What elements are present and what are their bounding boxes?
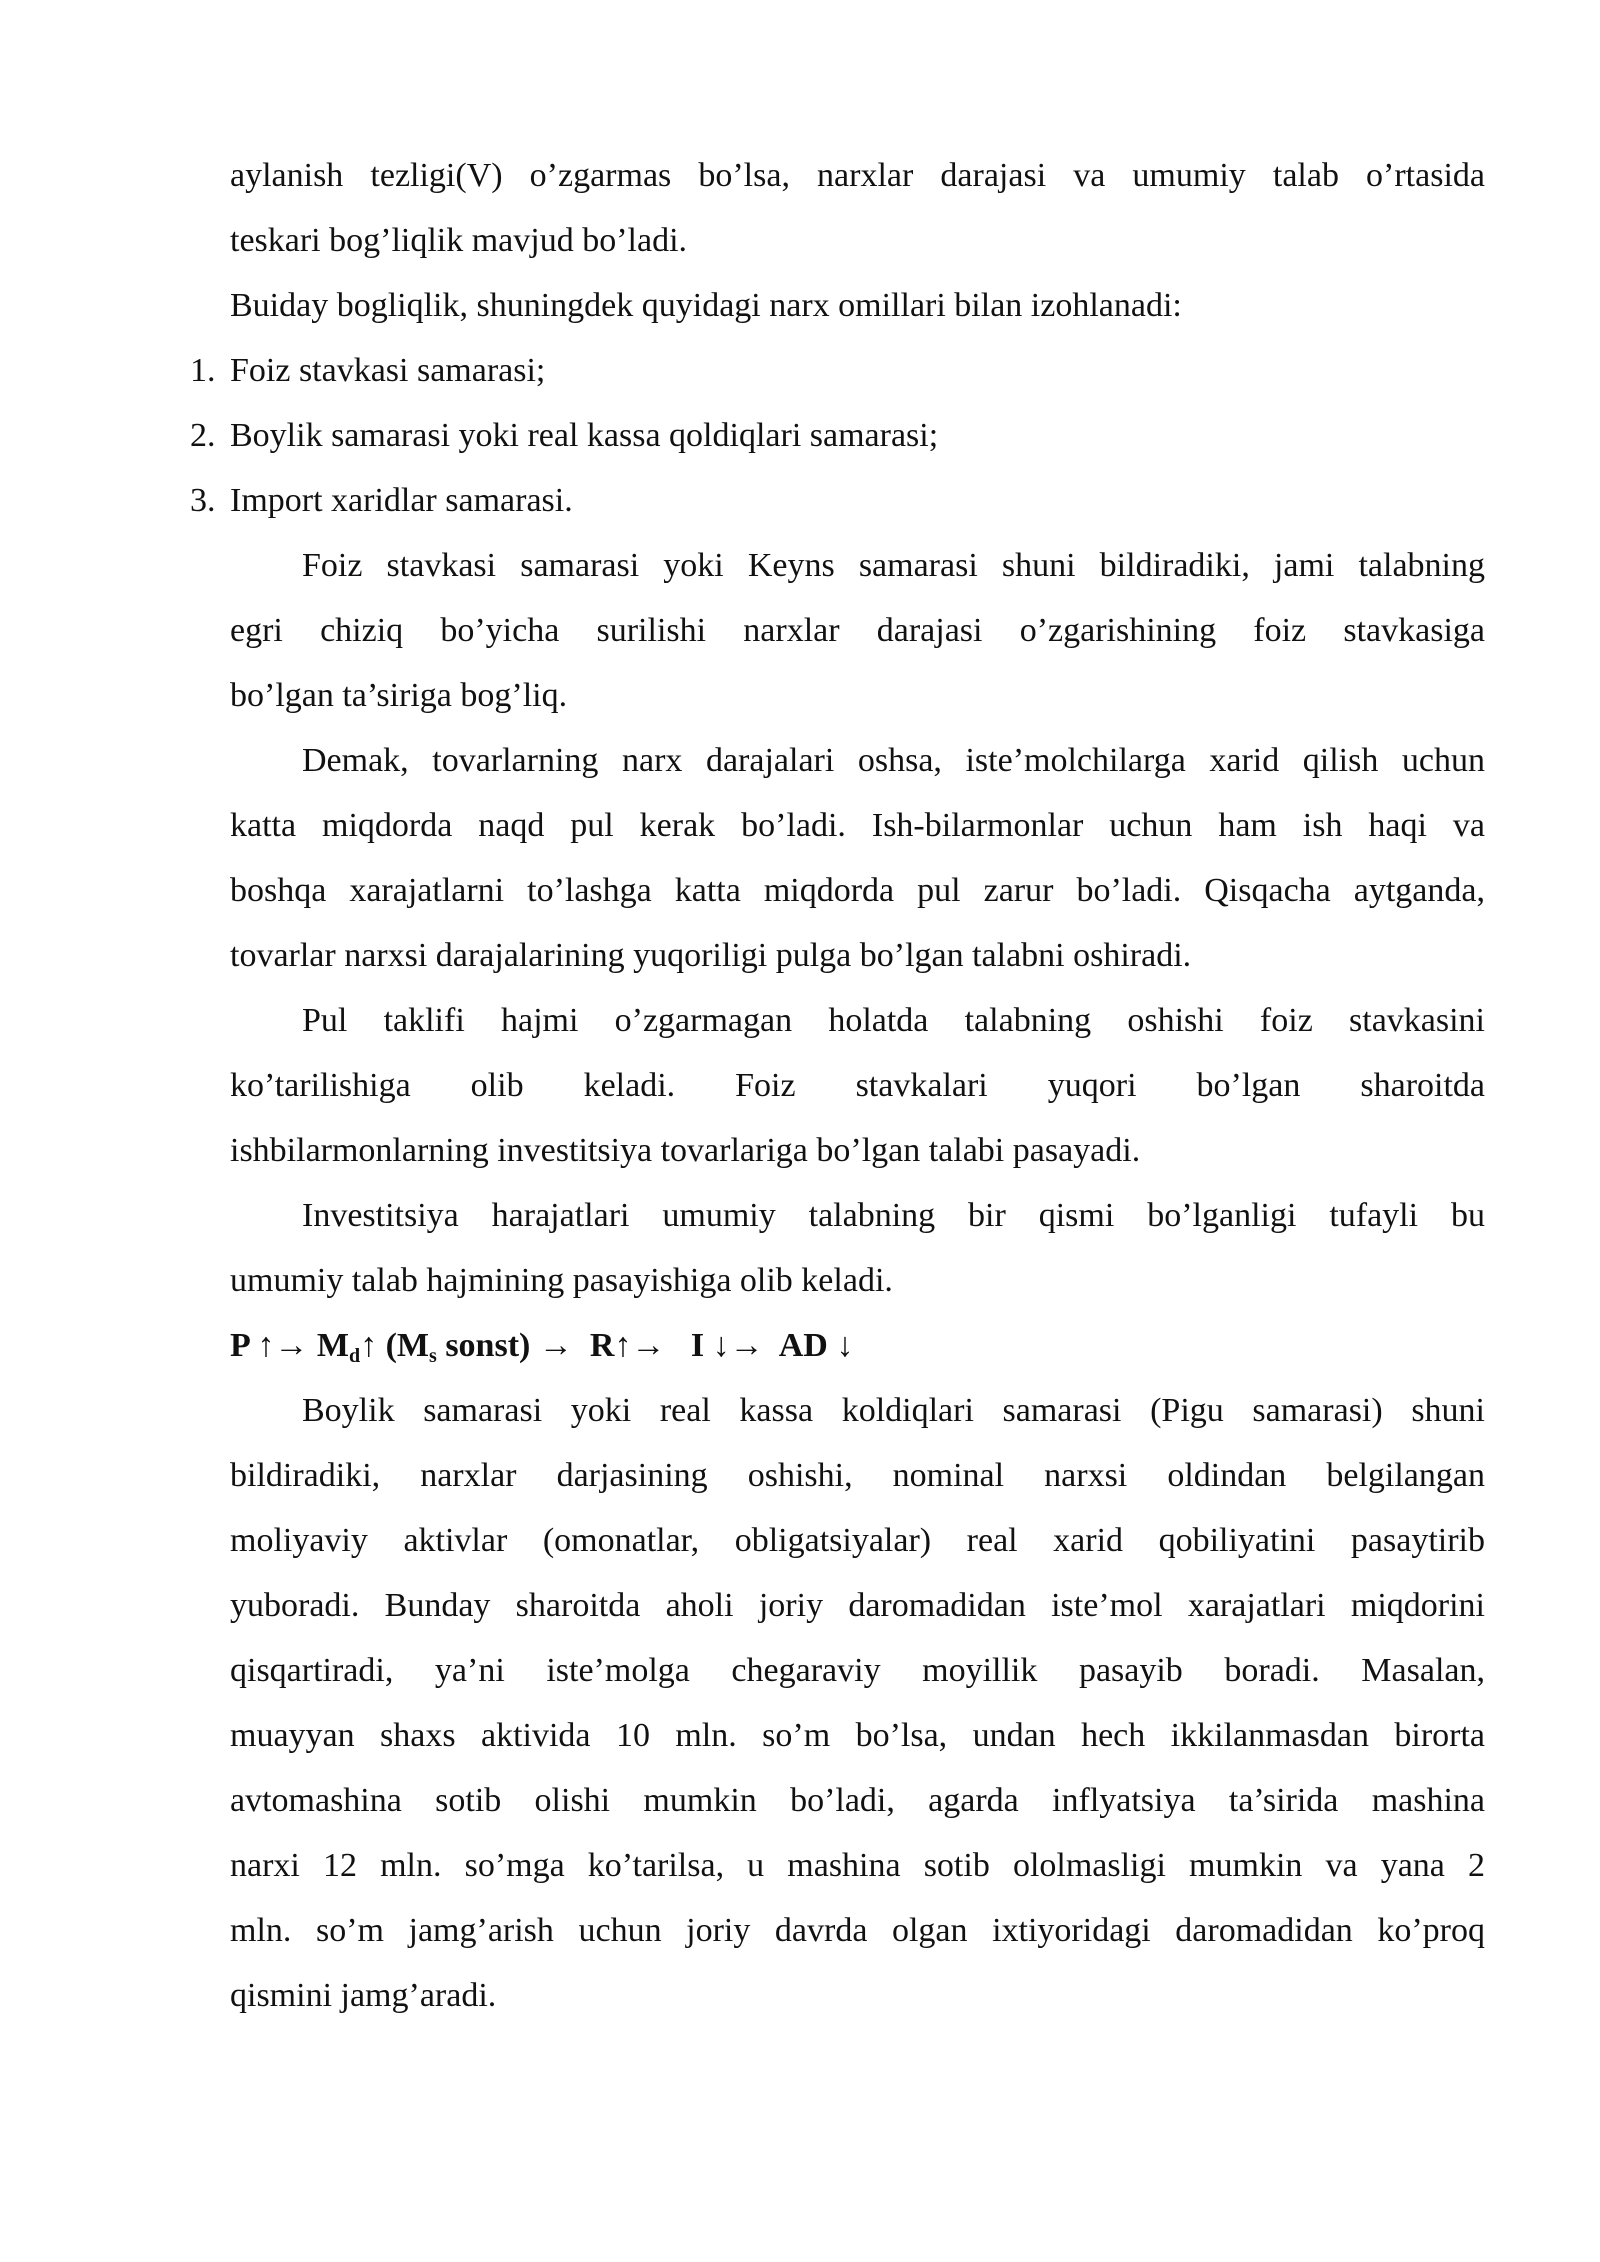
text-line: Pul taklifi hajmi o’zgarmagan holatda talabning oshishi foiz stavkasini	[302, 1002, 1485, 1039]
document-page	[190, 150, 1485, 2035]
text-line: Foiz stavkasi samarasi yoki Keyns samarasi shuni bildiradiki, jami talabning	[302, 547, 1485, 584]
text-line: umumiy talab hajmining pasayishiga olib keladi.	[230, 1262, 893, 1299]
text-line: Demak, tovarlarning narx darajalari oshsa, iste’molchilarga xarid qilish uchun	[302, 742, 1485, 779]
text-line: bo’lgan ta’siriga bog’liq.	[230, 677, 568, 714]
paragraph-pigou-effect	[230, 1385, 1485, 2035]
list-number: 1.	[190, 352, 216, 389]
list-text: Boylik samarasi yoki real kassa qoldiqlari samarasi;	[230, 417, 939, 454]
formula-part: P ↑→ M	[230, 1327, 349, 1364]
list-number: 3.	[190, 482, 216, 519]
text-line: qismini jamg’aradi.	[230, 1977, 497, 2014]
text-line: aylanish tezligi(V) o’zgarmas bo’lsa, narxlar darajasi va umumiy talab o’rtasida	[230, 157, 1485, 194]
text-line: qisqartiradi, ya’ni iste’molga chegaraviy moyillik pasayib boradi. Masalan,	[230, 1652, 1485, 1689]
text-line: muayyan shaxs aktivida 10 mln. so’m bo’lsa, undan hech ikkilanmasdan birorta	[230, 1717, 1485, 1754]
list-item	[190, 410, 1485, 475]
text-line: yuboradi. Bunday sharoitda aholi joriy daromadidan iste’mol xarajatlari miqdorini	[230, 1587, 1485, 1624]
text-line: boshqa xarajatlarni to’lashga katta miqdorda pul zarur bo’ladi. Qisqacha aytganda,	[230, 872, 1485, 909]
list-number: 2.	[190, 417, 216, 454]
text-line: Boylik samarasi yoki real kassa koldiqlari samarasi (Pigu samarasi) shuni	[302, 1392, 1485, 1429]
paragraph-money-supply	[230, 995, 1485, 1190]
text-line: mln. so’m jamg’arish uchun joriy davrda olgan ixtiyoridagi daromadidan ko’proq	[230, 1912, 1485, 1949]
list-text: Foiz stavkasi samarasi;	[230, 352, 546, 389]
formula-line	[230, 1320, 1485, 1385]
list-item	[190, 475, 1485, 540]
text-line: avtomashina sotib olishi mumkin bo’ladi, agarda inflyatsiya ta’sirida mashina	[230, 1782, 1485, 1819]
paragraph-velocity	[230, 150, 1485, 280]
formula-subscript: d	[348, 1345, 361, 1367]
text-line: egri chiziq bo’yicha surilishi narxlar darajasi o’zgarishining foiz stavkasiga	[230, 612, 1485, 649]
paragraph-money-demand	[230, 735, 1485, 995]
formula-part: ↑ (M	[360, 1327, 430, 1364]
text-line: bildiradiki, narxlar darjasining oshishi, nominal narxsi oldindan belgilangan	[230, 1457, 1485, 1494]
numbered-list	[190, 345, 1485, 540]
list-item	[190, 345, 1485, 410]
formula-part: sonst) → R↑→ I ↓→ AD ↓	[436, 1327, 854, 1364]
formula-subscript: s	[429, 1345, 437, 1367]
text-line: Investitsiya harajatlari umumiy talabning bir qismi bo’lganligi tufayli bu	[302, 1197, 1485, 1234]
paragraph-keynes-effect	[230, 540, 1485, 735]
text-line: teskari bog’liqlik mavjud bo’ladi.	[230, 222, 688, 259]
text-line: narxi 12 mln. so’mga ko’tarilsa, u mashina sotib ololmasligi mumkin va yana 2	[230, 1847, 1485, 1884]
list-text: Import xaridlar samarasi.	[230, 482, 573, 519]
text-line: ishbilarmonlarning investitsiya tovarlariga bo’lgan talabi pasayadi.	[230, 1132, 1141, 1169]
text-line: ko’tarilishiga olib keladi. Foiz stavkalari yuqori bo’lgan sharoitda	[230, 1067, 1485, 1104]
text-line: tovarlar narxsi darajalarining yuqoriligi pulga bo’lgan talabni oshiradi.	[230, 937, 1192, 974]
text-line: katta miqdorda naqd pul kerak bo’ladi. Ish-bilarmonlar uchun ham ish haqi va	[230, 807, 1485, 844]
paragraph-intro-list: Buiday bogliqlik, shuningdek quyidagi narx omillari bilan izohlanadi:	[230, 287, 1182, 324]
text-line: moliyaviy aktivlar (omonatlar, obligatsiyalar) real xarid qobiliyatini pasaytirib	[230, 1522, 1485, 1559]
paragraph-investment	[230, 1190, 1485, 1320]
